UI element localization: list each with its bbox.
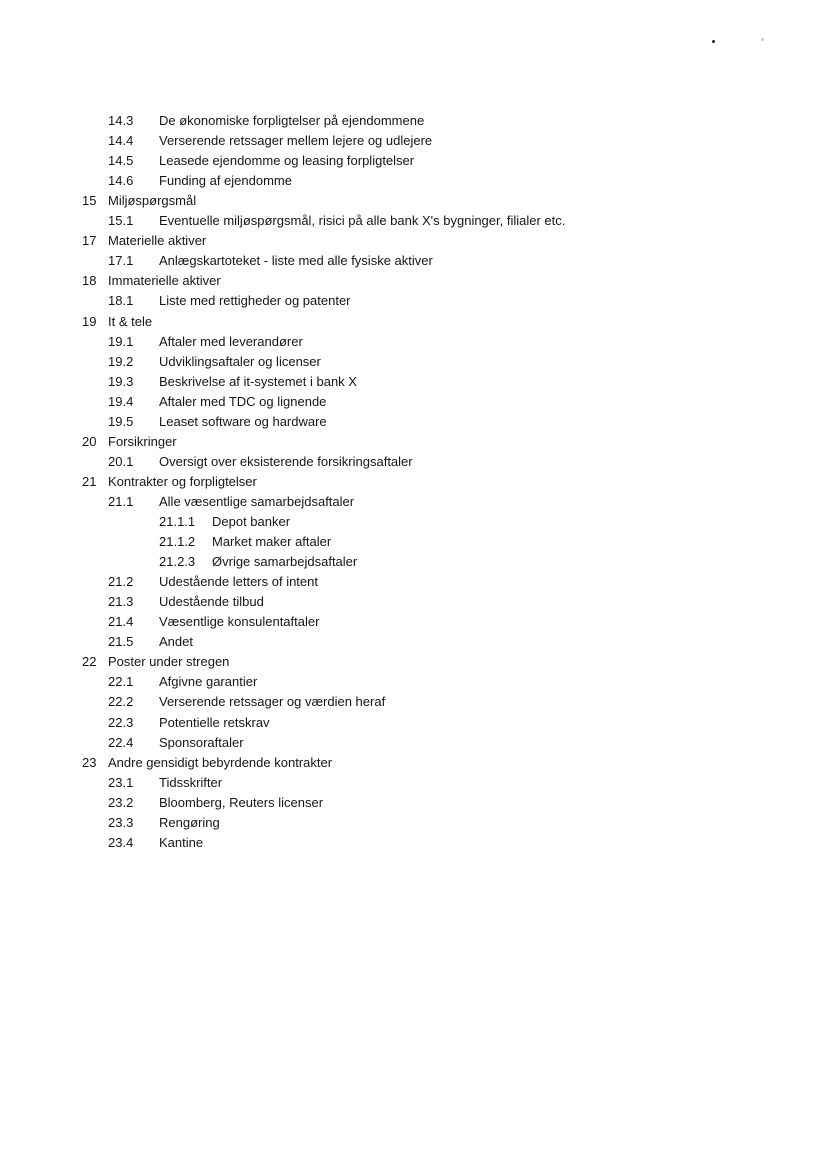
toc-title: Leasede ejendomme og leasing forpligtelser xyxy=(159,153,415,169)
toc-number: 23.2 xyxy=(108,794,134,810)
toc-number: 21.1 xyxy=(108,493,134,509)
toc-number: 21.2.3 xyxy=(159,554,196,570)
toc-number: 19.2 xyxy=(108,353,134,369)
toc-title: Potentielle retskrav xyxy=(159,714,270,730)
toc-title: Andre gensidigt bebyrdende kontrakter xyxy=(108,754,333,770)
toc-number: 14.3 xyxy=(108,113,134,128)
toc-title: Bloomberg, Reuters licenser xyxy=(159,794,324,810)
toc-number: 21.4 xyxy=(108,614,134,630)
toc-title: Verserende retssager mellem lejere og udlejere xyxy=(159,133,433,149)
toc-title: Poster under stregen xyxy=(108,654,230,670)
toc-title: Forsikringer xyxy=(108,433,177,449)
toc-title: Øvrige samarbejdsaftaler xyxy=(212,554,358,570)
toc-number: 23.1 xyxy=(108,774,134,790)
toc-title: Kontrakter og forpligtelser xyxy=(108,473,257,489)
toc-number: 22.1 xyxy=(108,674,134,690)
toc-number: 15.1 xyxy=(108,213,134,229)
toc-title: Verserende retssager og værdien heraf xyxy=(159,694,386,710)
toc-title: Funding af ejendomme xyxy=(159,173,292,189)
toc-number: 14.5 xyxy=(108,153,134,169)
toc-title: Beskrivelse af it-systemet i bank X xyxy=(159,373,357,389)
toc-title: Tidsskrifter xyxy=(159,774,223,790)
toc-number: 21.3 xyxy=(108,594,134,610)
toc-number: 19.1 xyxy=(108,333,134,349)
toc-number: 22.2 xyxy=(108,694,134,710)
toc-title: Andet xyxy=(159,634,193,650)
toc-title: Leaset software og hardware xyxy=(159,413,327,429)
toc-number: 23 xyxy=(82,754,97,770)
toc-title: Udestående letters of intent xyxy=(159,574,318,590)
toc-title: Sponsoraftaler xyxy=(159,734,244,750)
toc-number: 19.3 xyxy=(108,373,134,389)
toc-number: 18.1 xyxy=(108,293,134,309)
toc-number: 19.4 xyxy=(108,393,134,409)
toc-number: 21 xyxy=(82,473,97,489)
toc-title: Væsentlige konsulentaftaler xyxy=(159,614,320,630)
scan-speck xyxy=(712,40,715,43)
toc-number: 21.1.2 xyxy=(159,534,196,550)
toc-title: Oversigt over eksisterende forsikringsaftaler xyxy=(159,453,413,469)
toc-title: Rengøring xyxy=(159,814,220,830)
toc-title: Eventuelle miljøspørgsmål, risici på alle bank X's bygninger, filialer etc. xyxy=(159,213,566,229)
toc-title: It & tele xyxy=(108,313,153,329)
toc-number: 15 xyxy=(82,193,97,209)
toc-title: Udestående tilbud xyxy=(159,594,264,610)
toc-number: 19 xyxy=(82,313,97,329)
toc-number: 22.4 xyxy=(108,734,134,750)
toc-number: 20.1 xyxy=(108,453,134,469)
toc-number: 22.3 xyxy=(108,714,134,730)
toc-title: Liste med rettigheder og patenter xyxy=(159,293,351,309)
toc-number: 14.6 xyxy=(108,173,134,189)
toc-number: 23.3 xyxy=(108,814,134,830)
toc-number: 14.4 xyxy=(108,133,134,149)
scan-speck xyxy=(761,38,764,41)
toc-number: 17 xyxy=(82,233,97,249)
toc-title: Afgivne garantier xyxy=(159,674,258,690)
toc-number: 21.1.1 xyxy=(159,514,196,529)
toc-title: Anlægskartoteket - liste med alle fysiske aktiver xyxy=(159,253,433,269)
toc-number: 22 xyxy=(82,654,97,670)
toc-title: Udviklingsaftaler og licenser xyxy=(159,353,321,369)
toc-title: Alle væsentlige samarbejdsaftaler xyxy=(159,493,355,509)
toc-title: Depot banker xyxy=(212,514,291,529)
toc-title: Immaterielle aktiver xyxy=(108,273,221,289)
toc-title: Aftaler med TDC og lignende xyxy=(159,393,327,409)
toc-title: Kantine xyxy=(159,834,204,850)
toc-title: Materielle aktiver xyxy=(108,233,207,249)
toc-number: 21.5 xyxy=(108,634,134,650)
toc-number: 18 xyxy=(82,273,97,289)
toc-number: 19.5 xyxy=(108,413,134,429)
toc-title: Miljøspørgsmål xyxy=(108,193,197,209)
toc-number: 23.4 xyxy=(108,834,134,850)
toc-title: De økonomiske forpligtelser på ejendommene xyxy=(159,113,425,128)
toc-number: 17.1 xyxy=(108,253,134,269)
toc-number: 20 xyxy=(82,433,97,449)
toc-number: 21.2 xyxy=(108,574,134,590)
toc-title: Aftaler med leverandører xyxy=(159,333,303,349)
toc-title: Market maker aftaler xyxy=(212,534,332,550)
